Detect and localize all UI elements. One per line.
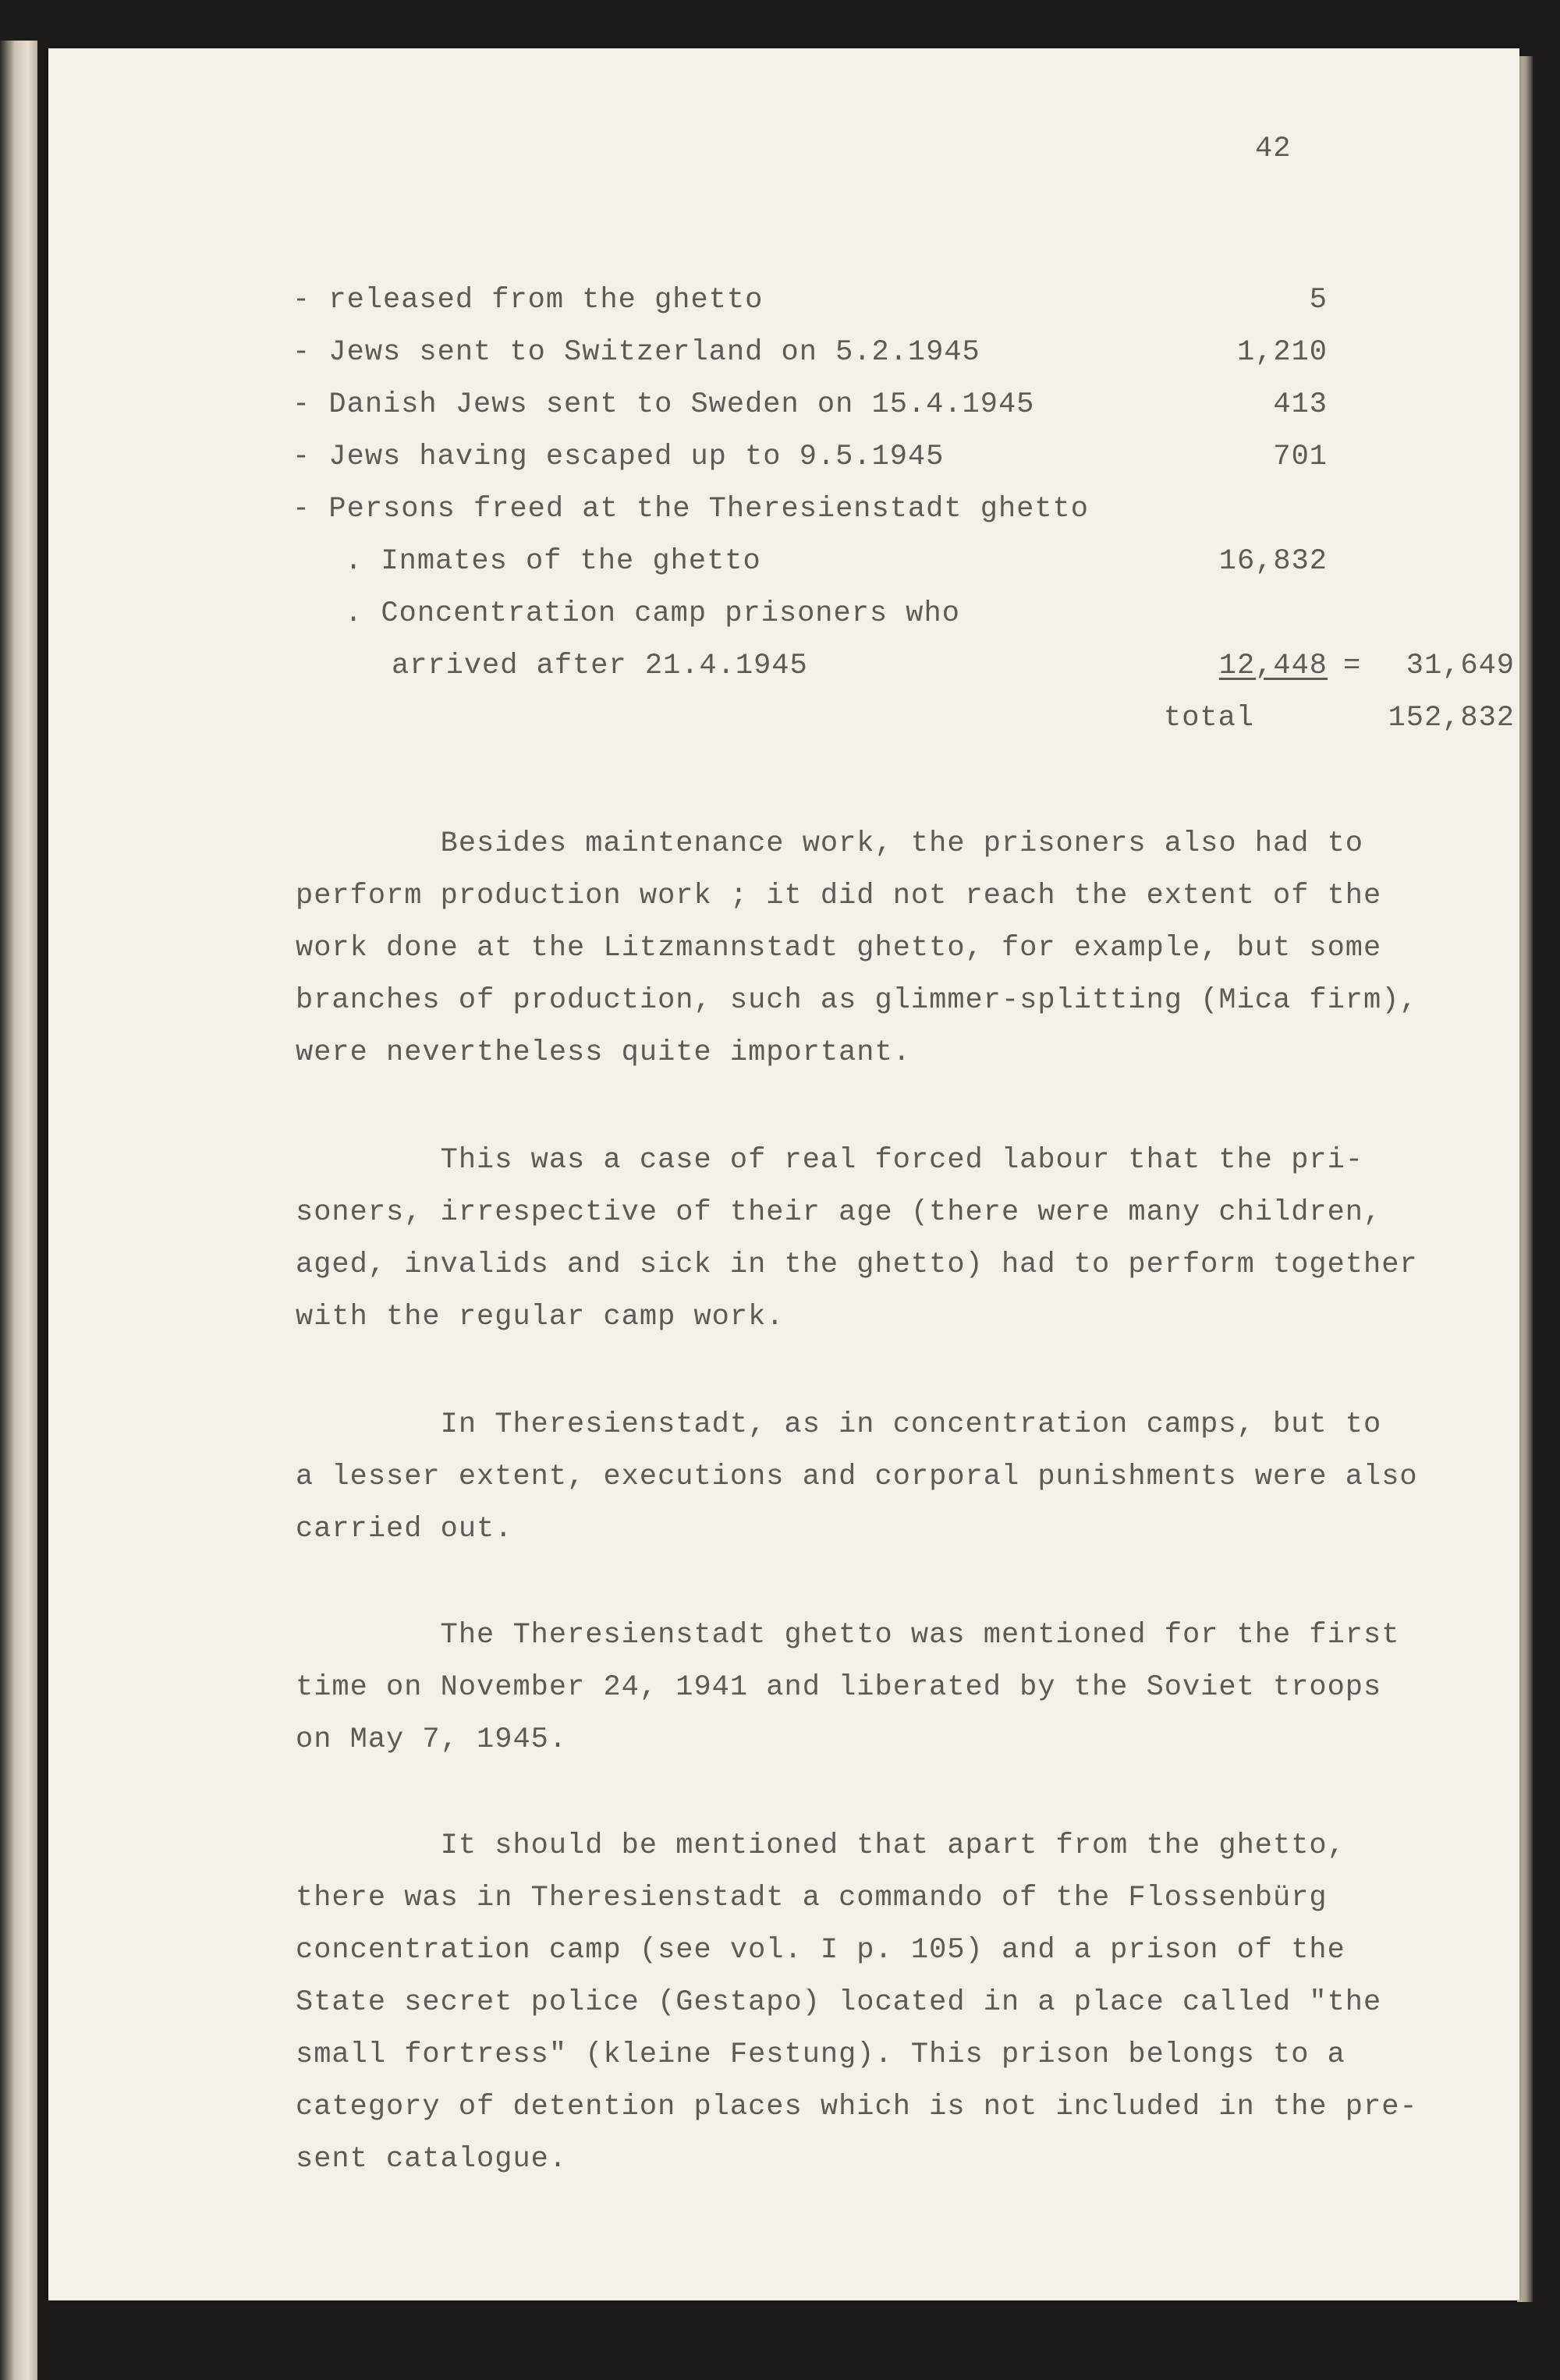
text-line: State secret police (Gestapo) located in a place called "the [296,1986,1382,2019]
text-line: were nevertheless quite important. [296,1036,911,1069]
list-item-label: . Concentration camp prisoners who [345,597,960,630]
paragraph [296,818,1544,1079]
text-line: Besides maintenance work, the prisoners also had to [296,827,1364,860]
total-label: total [1164,702,1255,735]
text-line: This was a case of real forced labour that the pri- [296,1144,1364,1177]
text-line: carried out. [296,1513,513,1546]
paragraph [296,1399,1544,1556]
text-line: In Theresienstadt, as in concentration camps, but to [296,1408,1382,1441]
text-line: small fortress" (kleine Festung). This prison belongs to a [296,2038,1346,2071]
total-value: 152,832 [1388,702,1515,735]
page-number: 42 [1255,133,1292,165]
paragraph [296,1820,1544,2186]
list-item-label: arrived after 21.4.1945 [392,650,808,682]
document-page [48,48,1519,2300]
text-line: concentration camp (see vol. I p. 105) and a prison of the [296,1934,1346,1967]
text-line: It should be mentioned that apart from the ghetto, [296,1829,1346,1862]
list-item-label: - released from the ghetto [292,284,764,317]
subtotal-value: 31,649 [1406,650,1515,682]
list-item-value: 5 [1309,284,1328,317]
paragraph [296,1610,1544,1766]
text-line: sent catalogue. [296,2143,568,2176]
text-line: branches of production, such as glimmer-splitting (Mica firm), [296,984,1418,1017]
paragraph [296,1135,1544,1344]
text-line: The Theresienstadt ghetto was mentioned for the first [296,1619,1400,1652]
list-item-value: 1,210 [1236,336,1328,369]
list-item-label: - Jews sent to Switzerland on 5.2.1945 [292,336,980,369]
list-item-label: . Inmates of the ghetto [345,545,761,578]
list-item-value: 413 [1273,388,1328,421]
list-item-value: 16,832 [1218,545,1328,578]
book-binding [0,41,37,2380]
text-line: a lesser extent, executions and corporal punishments were also [296,1461,1418,1493]
equals-sign: = [1343,650,1362,682]
text-line: with the regular camp work. [296,1301,785,1333]
list-item-label: - Jews having escaped up to 9.5.1945 [292,441,945,473]
text-line: aged, invalids and sick in the ghetto) had to perform together [296,1248,1418,1281]
text-line: work done at the Litzmannstadt ghetto, for example, but some [296,932,1382,965]
list-item-label: - Persons freed at the Theresienstadt ghetto [292,493,1089,526]
list-item-value: 12,448 [1218,650,1328,682]
text-line: time on November 24, 1941 and liberated by the Soviet troops [296,1671,1382,1704]
text-line: category of detention places which is not included in the pre- [296,2091,1418,2123]
text-line: there was in Theresienstadt a commando of the Flossenbürg [296,1882,1328,1914]
text-line: on May 7, 1945. [296,1723,568,1756]
list-item-value: 701 [1273,441,1328,473]
text-line: perform production work ; it did not reach the extent of the [296,880,1382,912]
text-line: soners, irrespective of their age (there were many children, [296,1196,1382,1229]
list-item-label: - Danish Jews sent to Sweden on 15.4.1945 [292,388,1035,421]
